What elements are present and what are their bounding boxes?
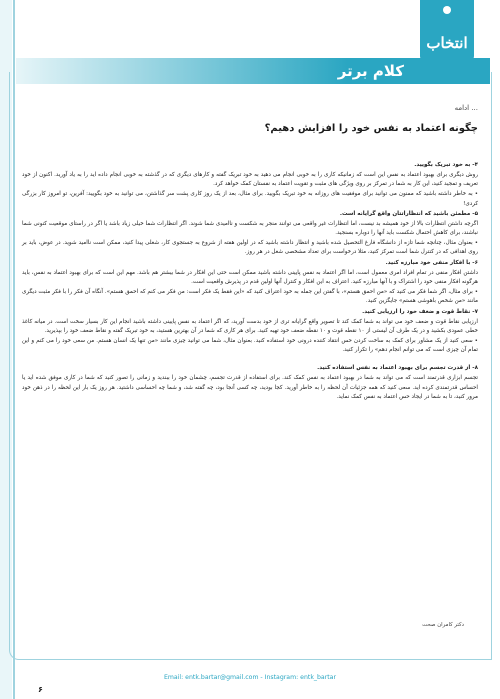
continued-label: ... ادامه <box>454 104 478 112</box>
article-title: چگونه اعتماد به نفس خود را افزایش دهیم؟ <box>264 123 478 134</box>
author-name: دکتر کامران صحت <box>422 622 464 628</box>
body-paragraph: • بعنوان مثال، چنانچه شما تازه از دانشگاه فارغ التحصیل شده باشید و انتظار داشته باشید که در اولین هفته از شروع به جستجوی کار، شغلی پیدا کنید، ممکن است ناامید شوید. در عوض، باید بر روی اهدافی که در کنترل شما است تمرکز کنید، مثلا درخواست برای تعداد مشخصی شغل در هر روز. <box>22 240 478 256</box>
body-paragraph: روش دیگری برای بهبود اعتماد به نفس این است که زمانیکه کاری را به خوبی انجام می دهید به خود تبریک گفته و کارهای دیگری که در گذشته به خوبی انجام داده اید را به یاد آورید. اکنون از خود تعریف و تمجید کنید، این کار به شما در تمرکز بر روی ویژگی های مثبت و تقویت اعتماد به نفستان کمک خواهد کرد. <box>22 172 478 188</box>
logo-dot-icon <box>443 6 451 14</box>
logo-text: انتخاب <box>426 34 468 52</box>
page-number: ۶ <box>38 685 43 694</box>
section-heading: ۴- به خود تبریک بگویید. <box>414 162 478 169</box>
section-header-band <box>16 58 490 84</box>
magazine-logo <box>420 0 474 62</box>
body-paragraph: • به خاطر داشته باشید که ممنون می توانید برای موفقیت های روزانه به خود تبریک بگویید. برای مثال، بعد از یک روز کاری پشت سر گذاشتن، می توانید به خود بگویید: آفرین، تو امروز کار بزرگی کردی! <box>22 191 478 207</box>
section-heading: ۷- نقاط قوت و ضعف خود را ارزیابی کنید. <box>362 308 478 315</box>
article-body <box>22 160 478 403</box>
body-paragraph: اگرچه داشتن انتظارات بالا از خود همیشه بد نیست، اما انتظارات غیر واقعی می توانند منجر به شکست و ناامیدی شما شوند. اگر انتظارات شما خیلی زیاد باشد یا اگر در راستای موقعیت کنونی شما نباشند، برای کاهش احتمال شکست باید آنها را دوباره بسنجید. <box>22 220 478 237</box>
section-heading: ۸- از قدرت تجسم برای بهبود اعتماد به نفس استفاده کنید. <box>317 365 478 372</box>
body-paragraph: داشتن افکار منفی در تمام افراد امری معمول است، اما اگر اعتماد به نفس پایینی داشته باشید ممکن است حتی این افکار در شما بیشتر هم باشد. مهم این است که برای بهبود اعتماد به نفس، باید هرگونه افکار منفی خود را اشتراک و با آنها مبارزه کنید. اعتراف به این افکار و کنترل آنها اولین قدم در پذیرش واقعیت است. <box>22 269 478 286</box>
section-title: کلام برتر <box>337 62 404 80</box>
footer-contact: Email: entk.bartar@gmail.com - Instagram: entk_bartar <box>163 674 337 681</box>
section-heading: ۵- مطمئن باشید که انتظاراتتان واقع گرایانه است. <box>339 211 478 218</box>
body-paragraph: ارزیابی نقاط قوت و ضعف خود می تواند به شما کمک کند تا تصویر واقع گرایانه تری از خود بدست آورید، که اگر اعتماد به نفس پایینی داشته باشید انجام این کار بسیار سخت است. در میانه کاغذ خطی عمودی بکشید و در یک طرف آن لیستی از ۱۰ نقطه قوت و ۱۰ نقطه ضعف خود تهیه کنید. برای هر کاری که شما در آن بهترین هستید، به خود تبریک گفته و نقاط ضعف خود را بپذیرید. <box>22 318 478 334</box>
body-paragraph: • سعی کنید از یک مشاور برای کمک به ساخت کردن حس انتقاد کننده درونی خود استفاده کنید. بعنوان مثال، شما می توانید چیزی مانند «من تنها یک انسان هستم. من سعی خود را می کنم و این تمام آن چیزی است که می توانم انجام دهم» را تکرار کنید. <box>22 337 478 354</box>
section-heading: ۶- با افکار منفی خود مبارزه کنید. <box>385 259 478 266</box>
body-paragraph: • برای مثال، اگر شما فکر می کنید که «من احمق هستم»، با گفتن این جمله به خود اعتراف کنید که «این فقط یک فکر است: من فکر می کنم که احمق هستم». آنگاه آن فکر را با فکر مثبت دیگری مانند «من شخص باهوشی هستم» جایگزین کنید. <box>22 288 478 305</box>
body-paragraph: تجسم ابزاری قدرتمند است که می تواند به شما در بهبود اعتماد به نفس کمک کند. برای استفاده از قدرت تجسم، چشمان خود را ببندید و زمانی را تصور کنید که شما در کاری موفق شده اید یا احساس قدرتمندی کرده اید. سعی کنید که همه جزئیات آن لحظه را به خاطر آورید. کجا بودید، چه کسی آنجا بود، چه گفته شد، و شما چه احساسی داشتید. هر روز یک بار این لحظه را در ذهن خود مرور کنید، تا به شما در ایجاد حس اعتماد به نفس کمک نماید. <box>22 375 478 400</box>
